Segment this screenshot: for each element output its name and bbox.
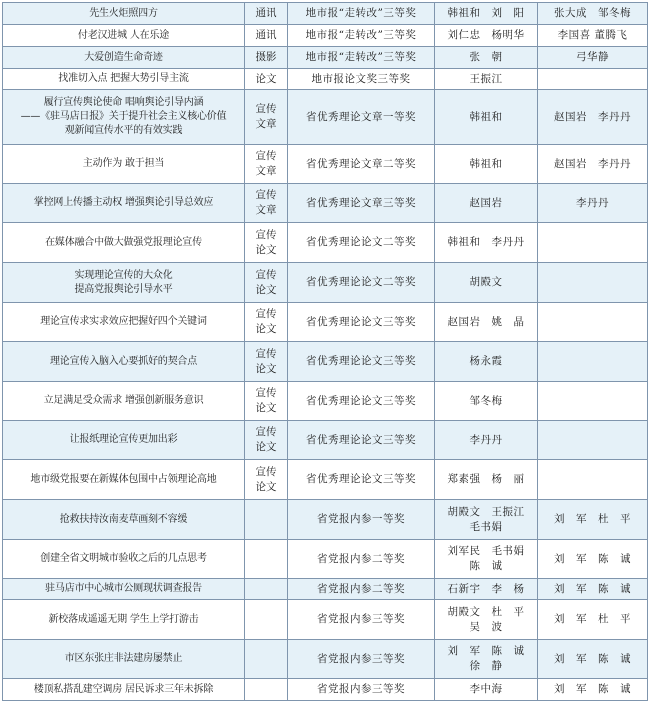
editors-line: 李丹丹: [576, 196, 609, 209]
table-row: [3, 90, 648, 145]
work-category: [245, 640, 288, 679]
table-row: [3, 223, 648, 263]
editors-line: 刘 军 陈 诚: [554, 552, 631, 565]
work-category-line: 论文: [255, 243, 277, 256]
work-category-line: 宣传: [255, 150, 277, 162]
work-category-line: 论文: [255, 323, 277, 335]
work-category: [245, 600, 288, 640]
work-title-line: 在媒体融合中做大做强党报理论宣传: [45, 236, 202, 248]
authors: [435, 421, 538, 460]
editors-line: 刘 军 杜 平: [554, 613, 631, 625]
work-category: [245, 47, 288, 69]
work-category-line: 文章: [255, 118, 277, 130]
authors-line: 韩祖和: [469, 157, 503, 170]
authors-line: 韩祖和 李丹丹: [447, 236, 525, 248]
authors-line: 张 朝: [469, 51, 503, 63]
work-category-line: 宣传: [255, 426, 277, 438]
work-category-line: 论文: [255, 402, 277, 414]
work-category-line: 论文: [255, 441, 277, 453]
editors: [538, 69, 648, 90]
work-category-line: 论文: [255, 72, 277, 85]
authors: [435, 69, 538, 90]
table-row: [3, 579, 648, 600]
work-title-line: 立足满足受众需求 增强创新服务意识: [43, 395, 204, 406]
editors: [538, 90, 648, 145]
work-category: [245, 421, 288, 460]
award-name: 省优秀理论论文三等奖: [288, 421, 435, 460]
table-row: [3, 600, 648, 640]
authors-line: 胡殿文 杜 平: [447, 605, 525, 618]
editors: [538, 263, 648, 303]
work-category-line: 宣传: [255, 103, 277, 115]
work-title: [3, 223, 245, 263]
authors: [435, 223, 538, 263]
work-title-line: 付老汉进城 人在乐途: [77, 29, 170, 41]
work-title-line: 抢救扶持汝南麦草画刻不容缓: [59, 513, 188, 525]
award-name: 地市报“走转改”三等奖: [288, 3, 435, 25]
work-title-line: 新校落成遥遥无期 学生上学打游击: [48, 613, 199, 625]
work-title-line: 提高党报舆论引导水平: [74, 283, 173, 295]
work-category: [245, 460, 288, 500]
authors: [435, 303, 538, 342]
award-name: 省优秀理论论文三等奖: [288, 342, 435, 382]
work-category: [245, 223, 288, 263]
work-title-line: 观新闻宣传水平的有效实践: [64, 125, 183, 136]
editors: [538, 25, 648, 47]
work-title-line: 地市级党报要在新媒体包围中占领理论高地: [30, 473, 217, 485]
work-category-line: 宣传: [255, 387, 277, 399]
work-title-line: 找准切入点 把握大势引导主流: [58, 73, 189, 84]
work-category: [245, 25, 288, 47]
editors-line: 刘 军 杜 平: [554, 513, 631, 525]
editors: [538, 184, 648, 223]
table-row: [3, 679, 648, 701]
work-title: [3, 184, 245, 223]
work-title: [3, 145, 245, 184]
authors: [435, 460, 538, 500]
award-name: 省党报内参三等奖: [288, 600, 435, 640]
work-title-line: 实现理论宣传的大众化: [74, 269, 173, 281]
work-title: [3, 342, 245, 382]
table-row: [3, 500, 648, 540]
editors: [538, 640, 648, 679]
work-title: [3, 303, 245, 342]
authors-line: 石新宇 李 杨: [447, 582, 525, 595]
table-row: [3, 263, 648, 303]
table-row: [3, 382, 648, 421]
authors: [435, 640, 538, 679]
table-row: [3, 303, 648, 342]
work-category-line: 文章: [255, 165, 277, 177]
award-name: 省党报内参三等奖: [288, 679, 435, 701]
awards-table: [2, 2, 648, 701]
work-category: [245, 145, 288, 184]
work-title-line: 市区东张庄非法建房屡禁止: [64, 653, 183, 664]
authors-line: 韩祖和: [469, 110, 503, 123]
authors: [435, 184, 538, 223]
authors: [435, 25, 538, 47]
work-category: [245, 3, 288, 25]
work-title: [3, 25, 245, 47]
authors-line: 吴 波: [469, 620, 503, 633]
work-title-line: 先生火炬照四方: [89, 7, 158, 19]
authors: [435, 500, 538, 540]
work-category-line: 宣传: [255, 268, 277, 281]
work-category-line: 宣传: [255, 189, 277, 201]
table-row: [3, 342, 648, 382]
authors-line: 韩祖和 刘 阳: [447, 7, 525, 19]
authors: [435, 600, 538, 640]
work-category-line: 论文: [255, 362, 277, 375]
work-title: [3, 47, 245, 69]
authors: [435, 540, 538, 579]
work-category-line: 宣传: [255, 308, 277, 320]
work-category-line: 摄影: [255, 51, 277, 63]
authors-line: 李丹丹: [469, 433, 503, 446]
authors: [435, 679, 538, 701]
work-category: [245, 303, 288, 342]
work-title: [3, 679, 245, 701]
award-name: 省优秀理论文章二等奖: [288, 145, 435, 184]
work-category: [245, 69, 288, 90]
editors-line: 刘 军 陈 诚: [554, 683, 631, 695]
editors: [538, 145, 648, 184]
authors: [435, 90, 538, 145]
authors-line: 毛书娟: [469, 520, 503, 533]
work-category: [245, 500, 288, 540]
editors: [538, 500, 648, 540]
work-title: [3, 263, 245, 303]
authors: [435, 47, 538, 69]
work-title-line: 履行宣传舆论使命 唱响舆论引导内涵: [43, 97, 204, 108]
work-title: [3, 90, 245, 145]
editors-line: 刘 军 陈 诚: [554, 582, 631, 595]
work-category-line: 文章: [255, 204, 277, 216]
work-category: [245, 540, 288, 579]
table-row: [3, 421, 648, 460]
editors: [538, 460, 648, 500]
table-row: [3, 184, 648, 223]
award-name: 省优秀理论文章一等奖: [288, 90, 435, 145]
table-row: [3, 640, 648, 679]
authors-line: 杨永霞: [469, 355, 503, 367]
work-category-line: 论文: [255, 480, 277, 493]
authors-line: 刘 军 陈 诚: [447, 645, 525, 657]
award-name: 省党报内参一等奖: [288, 500, 435, 540]
table-row: [3, 25, 648, 47]
award-name: 地市报“走转改”三等奖: [288, 25, 435, 47]
work-title: [3, 600, 245, 640]
work-title: [3, 460, 245, 500]
award-name: 地市报“走转改”三等奖: [288, 47, 435, 69]
table-row: [3, 3, 648, 25]
award-name: 省党报内参三等奖: [288, 640, 435, 679]
table-row: [3, 460, 648, 500]
work-category-line: 宣传: [255, 347, 277, 360]
authors-line: 郑素强 杨 丽: [447, 473, 525, 485]
authors-line: 邹冬梅: [469, 394, 503, 407]
work-category-line: 宣传: [255, 228, 277, 241]
work-category: [245, 184, 288, 223]
editors: [538, 382, 648, 421]
work-title: [3, 69, 245, 90]
work-title-line: 楼顶私搭乱建空调房 居民诉求三年未拆除: [33, 683, 214, 695]
work-title-line: 掌控网上传播主动权 增强舆论引导总效应: [33, 197, 214, 208]
authors: [435, 145, 538, 184]
authors: [435, 342, 538, 382]
work-title: [3, 640, 245, 679]
award-name: 省优秀理论论文三等奖: [288, 460, 435, 500]
editors: [538, 421, 648, 460]
editors: [538, 679, 648, 701]
award-name: 省优秀理论论文二等奖: [288, 263, 435, 303]
work-title-line: ——《驻马店日报》关于提升社会主义核心价值: [20, 111, 227, 122]
authors: [435, 3, 538, 25]
work-category: [245, 342, 288, 382]
authors-line: 赵国岩 姚 晶: [447, 315, 525, 328]
editors: [538, 223, 648, 263]
work-title-line: 理论宣传入脑入心要抓好的契合点: [50, 355, 197, 367]
authors: [435, 263, 538, 303]
editors-line: 李国喜 董腾飞: [557, 29, 628, 41]
authors-line: 刘军民 毛书娟: [447, 545, 525, 557]
work-category-line: 论文: [255, 283, 277, 296]
work-title-line: 创建全省文明城市验收之后的几点思考: [40, 553, 207, 564]
work-title: [3, 500, 245, 540]
table-row: [3, 69, 648, 90]
editors-line: 赵国岩 李丹丹: [554, 110, 631, 123]
work-category-line: 通讯: [255, 29, 277, 41]
work-category: [245, 263, 288, 303]
authors: [435, 382, 538, 421]
work-title: [3, 382, 245, 421]
award-name: 省党报内参二等奖: [288, 540, 435, 579]
authors-line: 赵国岩: [469, 196, 503, 209]
work-category-line: 通讯: [255, 7, 277, 19]
work-title: [3, 421, 245, 460]
authors-line: 李中海: [469, 683, 503, 695]
table-row: [3, 145, 648, 184]
work-title-line: 大爱创造生命奇迹: [84, 51, 163, 63]
editors: [538, 579, 648, 600]
table-row: [3, 47, 648, 69]
editors-line: 弓华静: [576, 51, 609, 63]
authors-line: 刘仁忠 杨明华: [447, 29, 525, 41]
work-title: [3, 579, 245, 600]
work-title-line: 让报纸理论宣传更加出彩: [69, 434, 178, 445]
editors: [538, 3, 648, 25]
editors-line: 刘 军 陈 诚: [554, 652, 631, 665]
editors: [538, 303, 648, 342]
editors-line: 张大成 邹冬梅: [554, 7, 631, 19]
work-title-line: 理论宣传求实求效应把握好四个关键词: [40, 316, 207, 327]
authors-line: 胡殿文 王振江: [447, 505, 525, 518]
authors-line: 王振江: [469, 72, 503, 85]
authors: [435, 579, 538, 600]
editors: [538, 600, 648, 640]
award-name: 省党报内参二等奖: [288, 579, 435, 600]
award-name: 省优秀理论论文三等奖: [288, 303, 435, 342]
work-category-line: 宣传: [255, 465, 277, 478]
work-title-line: 驻马店市中心城市公厕现状调查报告: [45, 583, 202, 594]
authors-line: 胡殿文: [469, 276, 503, 288]
authors-line: 陈 诚: [469, 560, 503, 572]
award-name: 省优秀理论文章三等奖: [288, 184, 435, 223]
editors: [538, 540, 648, 579]
work-title-line: 主动作为 敢于担当: [82, 158, 165, 169]
editors: [538, 342, 648, 382]
award-name: 省优秀理论论文三等奖: [288, 382, 435, 421]
work-category: [245, 382, 288, 421]
authors-line: 徐 静: [469, 660, 503, 672]
editors-line: 赵国岩 李丹丹: [554, 157, 631, 170]
editors: [538, 47, 648, 69]
work-category: [245, 90, 288, 145]
work-category: [245, 679, 288, 701]
table-row: [3, 540, 648, 579]
work-title: [3, 540, 245, 579]
work-title: [3, 3, 245, 25]
award-name: 省优秀理论论文二等奖: [288, 223, 435, 263]
work-category: [245, 579, 288, 600]
award-name: 地市报论文奖三等奖: [288, 69, 435, 90]
